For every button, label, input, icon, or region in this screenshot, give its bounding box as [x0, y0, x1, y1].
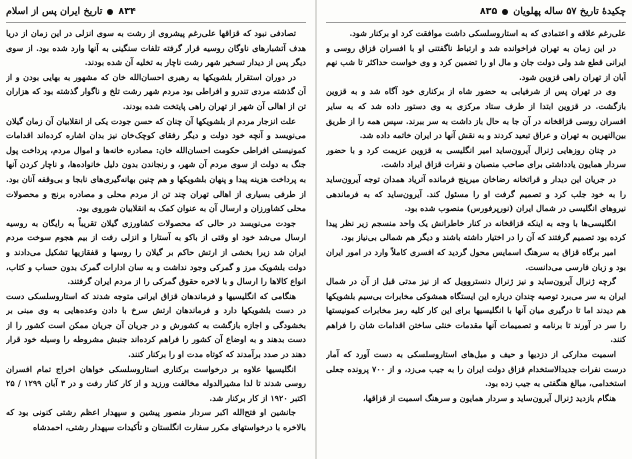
paragraph: انگلیسی‌ها با وجه به اینکه قزاقخانه در کنار خاطرانش یک واحد منسجم زیر نظر پیدا کرده بود تصمیم گرفتند که آن را در اختیار داشته باشند و دیگر هم شمالی بی‌نیاز بود.	[326, 217, 626, 243]
paragraph: امیر برگاه قزاق به سرهنگ اسمایس محول گردید که افسری کاملاً وارد در امور ایران بود و زبان فارسی می‌دانست.	[326, 246, 626, 272]
right-page	[326, 0, 626, 459]
paragraph: علی‌رغم علاقه و اعتمادی که به استاروسلسکی داشت موافقت کرد او برکنار شود.	[349, 28, 626, 38]
left-page-header	[6, 4, 306, 20]
right-page-header	[326, 4, 626, 20]
paragraph: تصادفی نبود که قزاقها علی‌رغم پیشروی از رشت به سوی انزلی در این زمان از دریا هدف آتشبارهای ناوگان روسیه قرار گرفته تلفات سنگینی به آنها وارد شده بود. از سوی دیگر پس از دیدار تسخیر شهر رشت ناچار به تخلیه آن شده بودند.	[6, 28, 306, 68]
right-page-body	[326, 26, 626, 454]
paragraph: در این زمان به تهران فراخوانده شد و ارتباط ناگفتنی او با افسران قزاق روسی و ایرانی قطع شد ولی دولت جان و مال او را تضمین کرد و وی خواست حداکثر تا شب نهم آبان از تهران راهی قزوین شود.	[326, 42, 626, 82]
paragraph: در چنان روزهایی ژنرال آیرون‌ساید امیر انگلیسی به قزوین عزیمت کرد و با حضور سردار همایون یادداشتی برای صاحب منصبان و نفرات قزاق ایراد داشت.	[326, 144, 626, 170]
paragraph: در جریان این دیدار و قراتخانه رضاخان میرپنج فرمانده آتریاد همدان توجه آیرون‌ساید را به خود جلب کرد و تصمیم گرفت او را مسئول کند. آیرون‌ساید که به فرماندهی نیروهای انگلیسی در شمال ایران (نورپرفورس) منصوب شده بود.	[326, 173, 626, 214]
right-running-title: چکیدهٔ تاریخ ۵۷ ساله پهلویان	[513, 6, 626, 17]
paragraph: هنگام بازدید ژنرال آیرون‌ساید و سردار همایون و سرهنگ اسمیت از قزاقها،	[362, 392, 616, 403]
book-gutter	[315, 0, 317, 459]
left-page-body	[6, 26, 306, 454]
paragraph: گرچه ژنرال آیرون‌ساید و نیز ژنرال دنستروویل که از نیز مدتی قبل از آن در شمال ایران به سر می‌برد توصیه چندان درباره این ایستگاه همشوکی مخابرات بی‌سیم بلشویکها هم دیدند اما تا درگیری میان آنها با انگلیسیها برای این کار کلیه رمز مخابرات کمونیستها را سر در آورند تا برنامه و تصمیمات آنها مقدمات خنثی ساختن اقدامات شان را فراهم کنند.	[326, 276, 626, 345]
left-page	[6, 0, 306, 459]
paragraph: جانشین او فتح‌الله اکبر سردار منصور پیشین و سپهدار اعظم رشتی کنونی بود که بالاخره با درخواستهای مکرر سفارت انگلستان و تأکیدات سپهدار رشتی، احمدشاه	[6, 407, 306, 433]
paragraph: انگلیسیها علاوه بر درخواست برکناری استاروسلسکی خواهان اخراج تمام افسران روسی شدند تا لدا مشیرالدوله مخالفت ورزید و از کار کنار رفت و در ۳ آبان ۱۲۹۹ / ۲۵ اکتبر ۱۹۲۰ از کار برکنار شد.	[6, 363, 306, 403]
left-page-number: ۸۳۴	[118, 6, 136, 17]
right-header-rule	[326, 22, 626, 23]
bullet-icon	[107, 9, 113, 15]
left-running-title: تاریخ ایران پس از اسلام	[6, 6, 103, 17]
paragraph: وی در تهران پس از شرفیابی به حضور شاه از برکناری خود آگاه شد و به قزوین بازگشت. در قزوین ابتدا از طرف ستاد مرکزی به وی دستور داده شد که به سایر افسران روسی قزاقخانه در آن جا به حال باز داشت به سر ببرند. سپس همه را از طریق بین‌النهرین به تهران و عراق تبعید کردند و به نقش آنها در ایران خاتمه داده شد.	[326, 86, 626, 141]
left-header-rule	[6, 22, 306, 23]
paragraph: هنگامی که انگلیسیها و فرماندهان قزاق ایرانی متوجه شدند که استاروسلسکی دست در دست بلشویکها دارد و فرماندهان ارتش سرخ با دادن وعده‌هایی به وی مبنی بر بخشودگی و اجازه بازگشت به کشورش و در جریان آن جریان ممکن است کشور را از دست بدهند و به اوضاع آن کشور را فراهم کرده‌اند جنبش مشروطه را وسیله خود قرار دهند در صدد برآمدند که کوتاه مدت او را برکنار کنند.	[6, 290, 306, 360]
paragraph: اسمیت مدارکی از دزدیها و حیف و میل‌های استاروسلسکی به دست آورد که آمار درست نفرات جدیدالاستخدام قزاق دولت ایران را به جیب می‌زد، و از ۷۰۰ پرونده جعلی استخدامی، مبالغ هنگفتی به جیب زده بود.	[326, 349, 626, 389]
right-page-number: ۸۳۵	[479, 6, 498, 17]
bullet-icon	[502, 9, 508, 15]
paragraph: در دوران استقرار بلشویکها به رهبری احسان‌الله خان که مشهور به بهایی بودن و از آن گذشته مردی تندرو و افراطی بود مردم شهر رشت تلخ و ناگوار گذشته بود که هزاران تن از اهالی آن شهر از تهران راهی پایتخت شده بودند.	[6, 71, 306, 111]
paragraph: علت انزجار مردم از بلشویکها آن چنان که حسن جودت یکی از انقلابیان آن زمان گیلان می‌نویسد و آنچه خود دولت و دیگر رفقای کوچک‌خان نیز بدان اشاره کرده‌اند اقدامات کمونیستی افراطی حکومت احسان‌الله خان: مصادره خانه‌ها و اموال مردم، پرداخت پول جنگ به دولت از سوی مردم آن شهر، و رنجاندن بدون دلیل خانواده‌ها، و ناچار کردن آنها به پرداخت هزینه پیدا و پنهان بلشویکها و هم چنین بهانه‌گیری‌های نابجا و بی‌وقفه آنان بود. از طرفی بسیاری از اهالی تهران چند تن از مردم محلی و مصادره برنج و محصولات محلی کشاورزان و ارسال آن به عنوان کمک به انقلابیان شوروی بود.	[6, 115, 306, 214]
paragraph: جودت می‌نویسد در حالی که محصولات کشاورزی گیلان تقریباً به رایگان به روسیه ارسال می‌شد خود او وقتی از باکو به آستارا و انزلی رفت از بیم هجوم سوخت مردم ایران شد زیرا بخشی از ارتش حاکم بر گیلان را روسها و قفقازیها تشکیل می‌دادند و دولت بلشویک مرز و گمرکی وجود نداشت و به سان ادارات گمرک بدون حساب و کتاب، انواع کالاها را ارسال و با لاخره حقوق گمرکی را از مردم ایران گرفتند.	[6, 217, 306, 287]
